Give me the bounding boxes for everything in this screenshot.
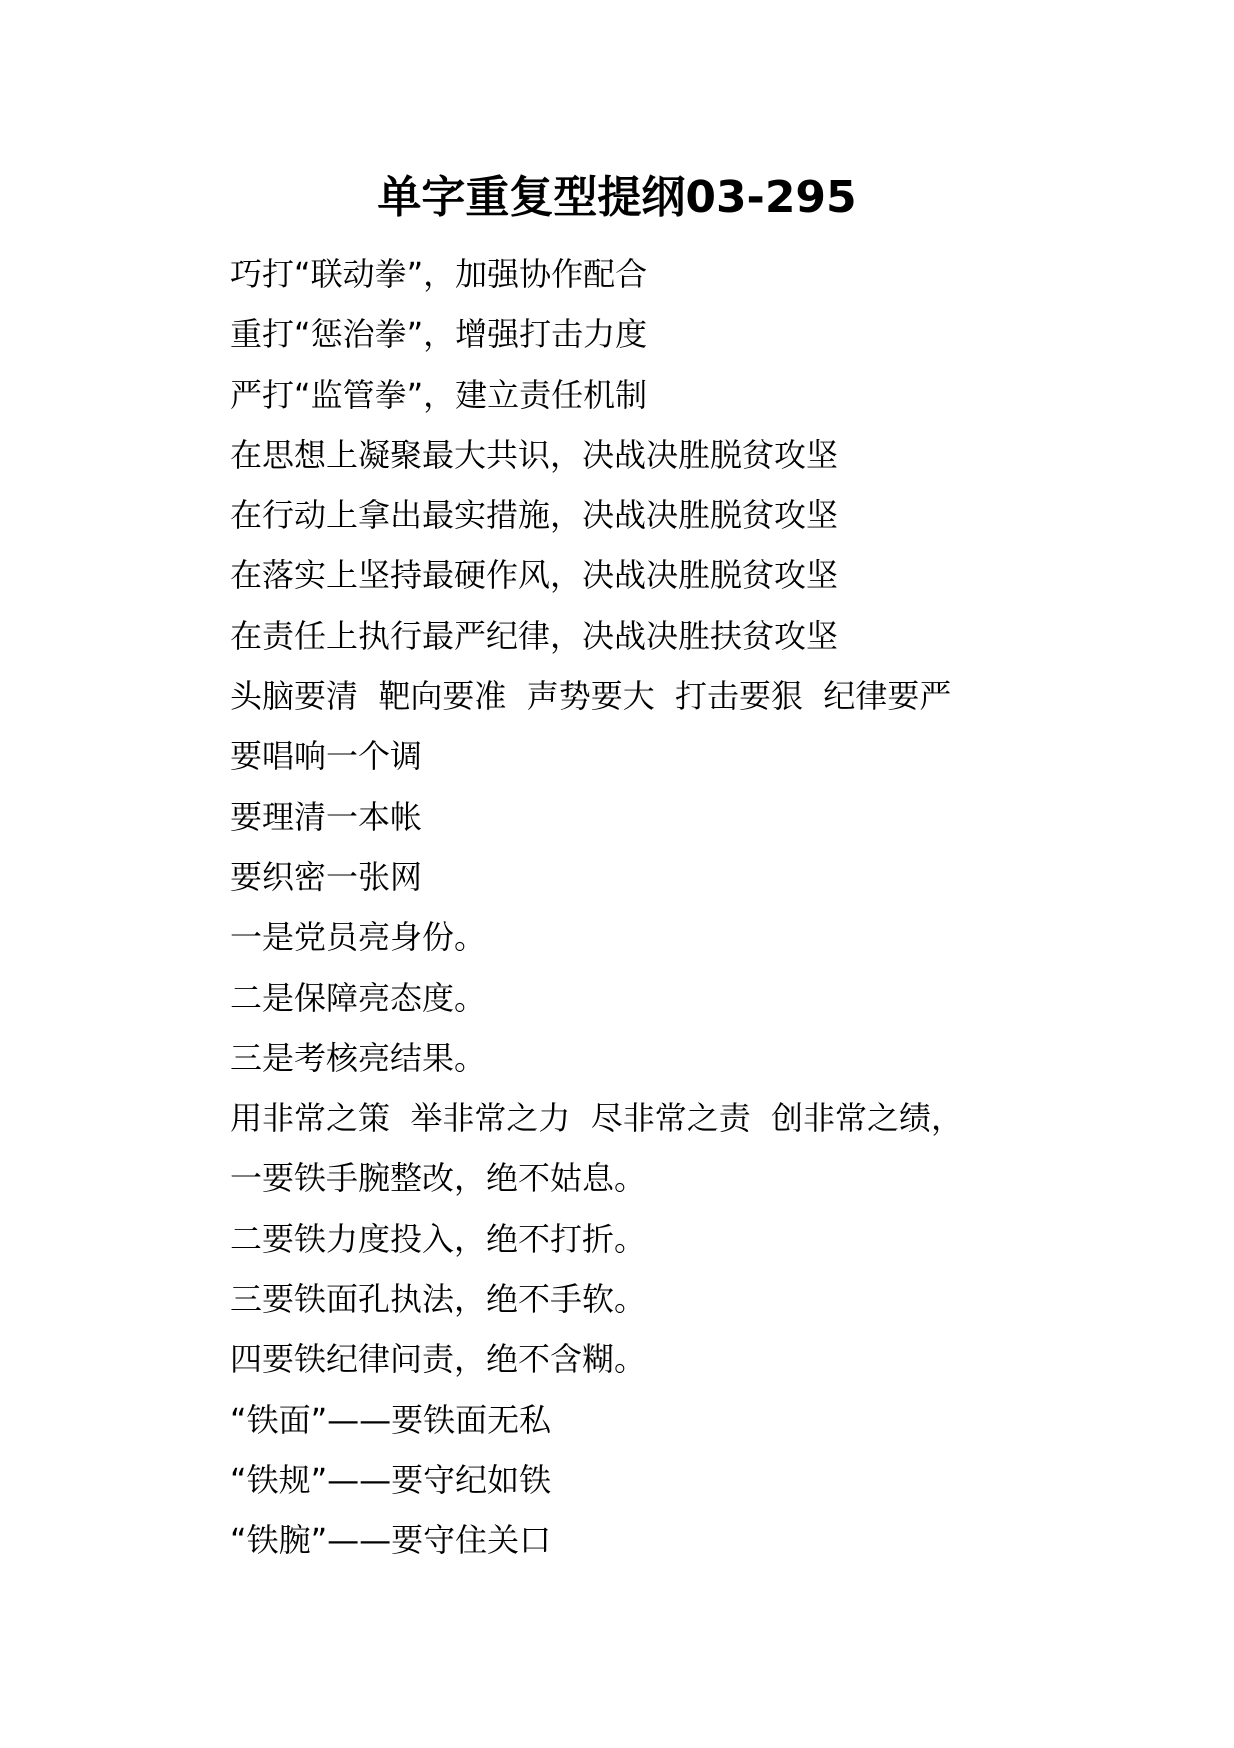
outline-line: 在思想上凝聚最大共识，决战决胜脱贫攻坚 — [230, 435, 839, 474]
outline-line: 用非常之策 举非常之力 尽非常之责 创非常之绩， — [230, 1099, 964, 1138]
outline-line: 要织密一张网 — [230, 857, 423, 896]
outline-list — [230, 248, 1180, 1575]
outline-line: 一要铁手腕整改，绝不姑息。 — [230, 1159, 647, 1198]
outline-line: 在责任上执行最严纪律，决战决胜扶贫攻坚 — [230, 616, 839, 655]
outline-line: 二要铁力度投入，绝不打折。 — [230, 1219, 647, 1258]
outline-line: 在行动上拿出最实措施，决战决胜脱贫攻坚 — [230, 496, 839, 535]
outline-line: 要唱响一个调 — [230, 737, 423, 776]
outline-line: 三是考核亮结果。 — [230, 1038, 487, 1077]
outline-line: 二是保障亮态度。 — [230, 978, 487, 1017]
outline-line: 重打“惩治拳”，增强打击力度 — [230, 315, 648, 354]
outline-line: “铁腕”——要守住关口 — [230, 1521, 552, 1560]
document-title: 单字重复型提纲03-295 — [377, 172, 857, 223]
outline-line: 在落实上坚持最硬作风，决战决胜脱贫攻坚 — [230, 556, 839, 595]
outline-line: 巧打“联动拳”，加强协作配合 — [230, 255, 648, 293]
outline-line: 头脑要清 靶向要准 声势要大 打击要狠 纪律要严 — [230, 677, 952, 716]
outline-line: 严打“监管拳”，建立责任机制 — [230, 375, 648, 414]
outline-line: 要理清一本帐 — [230, 797, 423, 836]
outline-line: 三要铁面孔执法，绝不手软。 — [230, 1280, 647, 1319]
outline-line: 一是党员亮身份。 — [230, 918, 487, 957]
outline-line: 四要铁纪律问责，绝不含糊。 — [230, 1340, 647, 1379]
outline-line: “铁面”——要铁面无私 — [230, 1400, 552, 1439]
outline-line: “铁规”——要守纪如铁 — [230, 1460, 552, 1499]
